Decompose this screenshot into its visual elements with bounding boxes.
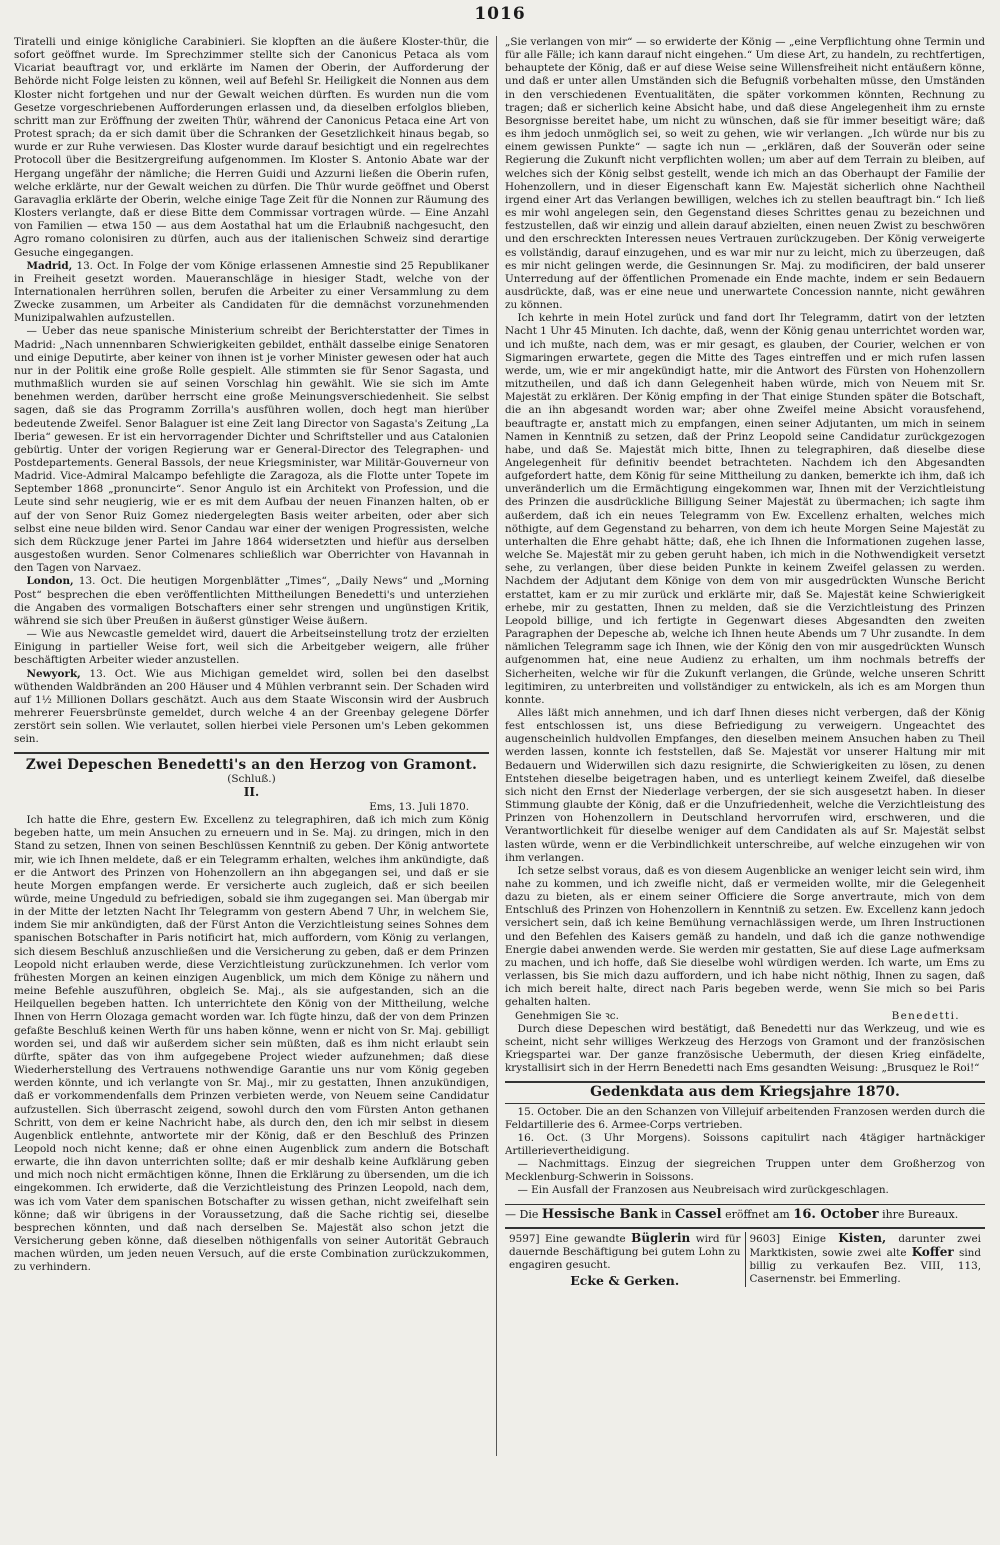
newyork-report [14, 668, 489, 747]
madrid-text: In Folge der vom Könige erlassenen Amnestie sind 25 Republikaner in Freiheit gesetzt worden. Maueranschläge in hiesiger Stadt, welche von der Internationalen herrühren sollen, berufen die Arbeiter zu einer Versammlung zu dem Zwecke zusammen, um Arbeiter als Candidaten für die demnächst vorzunehmenden Munizipalwahlen aufzustellen. [14, 259, 489, 325]
notice-prefix: — Die [505, 1207, 539, 1221]
ad-body-2: sind billig zu verkaufen Bez. VIII, 113, Casernenstr. bei Emmerling. [749, 1246, 981, 1285]
ad-body: darunter zwei Marktkisten, sowie zwei alte [749, 1232, 982, 1259]
gedenk-item-4: — Ein Ausfall der Franzosen aus Neubreisach wird zurückgeschlagen. [517, 1184, 889, 1197]
ad-lead: Eine gewandte [544, 1232, 626, 1245]
madrid-report [14, 260, 489, 326]
london-date: 13. Oct. [78, 575, 123, 588]
ad-keyword: Büglerin [631, 1230, 691, 1245]
column-divider [496, 36, 497, 1456]
ad-id: 9597] [509, 1232, 540, 1245]
ad-keyword: Kisten, [838, 1230, 887, 1245]
king-reply-text: „Sie verlangen von mir“ — so erwiderte der König — „eine Verpflichtung ohne Termin und für alle Fälle; ich kann darauf nicht eingehen.“ Um diese Art, zu handeln, zu rechtfertigen, behauptete der König, daß er auf diese Weise seine Willensfreiheit nicht entäußern könne, und daß er unter allen Umständen sich die Befugniß vorbehalten müsse, den Umständen in den verschiedenen Eventualitäten, die später vorkommen könnten, Rechnung zu tragen; daß er sicherlich keine Absicht habe, und daß diese Angelegenheit ihm zu ernste Besorgnisse bereitet habe, um nicht zu wünschen, daß sie für immer beseitigt wäre; daß es ihm jedoch unmöglich sei, so weit zu gehen, wie wir verlangen. „Ich würde nur bis zu einem gewissen Punkte“ — sagte ich nun — „erklären, daß der Souverän oder seine Regierung die Zukunft nicht verpflichten wollen; um aber auf dem Terrain zu bleiben, auf welches sich der König selbst gestellt, wende ich mich an das Oberhaupt der Familie der Hohenzollern, und in dieser Eigenschaft kann Ew. Majestät sicherlich ohne Nachtheil irgend einer Art das Verlangen bewilligen, welches ich zu stellen beauftragt bin.“ Ich ließ es mir wohl angelegen sein, den Gegenstand dieses Schrittes genau zu bezeichnen und festzustellen, daß wir einzig und allein darauf abzielten, einen neuen Zwist zu beschwören und den erschreckten Interessen neues Vertrauen zurückzugeben. Der König verweigerte es vollständig, darauf einzugehen, und es war mir nur zu leicht, mich zu überzeugen, daß es mir nicht gelingen werde, die Gesinnungen Sr. Maj. zu modificiren, der bald unserer Unterredung auf der öffentlichen Promenade ein Ende machte, indem er sein Bedauern ausdrückte, daß, was er eine neue und unerwartete Concession nannte, nicht gewähren zu können. [505, 36, 985, 312]
ad-lead: Einige [792, 1232, 827, 1245]
ministerium-report: — Ueber das neue spanische Ministerium schreibt der Berichterstatter der Times in Madrid: „Nach unnennbaren Schwierigkeiten gebildet, enthält dasselbe einige Senatoren und einige Deputirte, aber keiner von ihnen ist je vorher Minister gewesen oder hat auch nur in der Politik eine große Rolle gespielt. Alle stimmten sie für Senor Sagasta, und muthmaßlich wurden sie auf seinen Vorschlag hin gewählt. Wie sie sich im Amte benehmen werden, darüber herrscht eine große Meinungsverschiedenheit. Sie selbst sagen, daß sie das Programm Zorrilla's ausführen wollen, doch hegt man hierüber bedeutende Zweifel. Senor Balaguer ist eine Zeit lang Director von Sagasta's Zeitung „La Iberia“ gewesen. Er ist ein hervorragender Dichter und Schriftsteller und aus Catalonien gebürtig. Unter der vorigen Regierung war er General-Director des Telegraphen- und Postdepartements. General Bassols, der neue Kriegsminister, war Militär-Gouverneur von Madrid. Vice-Admiral Malcampo befehligte die Zaragoza, als die Flotte unter Topete im September 1868 „pronuncirte“. Senor Angulo ist ein Architekt von Profession, und die Leute sind sehr neugierig, wie er es mit dem Aufbau der neuen Finanzen halten, ob er auf der von Senor Ruiz Gomez niedergelegten Basis weiter arbeiten, oder aber sich selbst eine neue bilden wird. Senor Candau war einer der wenigen Progressisten, welche sich dem Rückzuge jener Partei im Jahre 1864 widersetzten und hiefür aus derselben ausgestoßen wurden. Senor Colmenares schließlich war Oberrichter von Havannah in den Tagen von Narvaez. [14, 325, 489, 575]
classified-ads [505, 1227, 985, 1287]
notice-city: Cassel [674, 1206, 722, 1222]
closing-commentary: Durch diese Depeschen wird bestätigt, daß Benedetti nur das Werkzeug, und wie es scheint, nicht sehr williges Werkzeug des Herzogs von Gramont und der französischen Kriegspartei war. Der ganze französische Uebermuth, der diesen Krieg einfädelte, krystallisirt sich in der Herrn Benedetti nach Ems gesandten Weisung: „Brusquez le Roi!“ [505, 1022, 985, 1075]
london-report [14, 575, 489, 628]
notice-in: in [660, 1207, 672, 1221]
ad-keyword-2: Koffer [911, 1244, 954, 1259]
gedenk-item-2: 16. Oct. (3 Uhr Morgens). Soissons capitulirt nach 4tägiger hartnäckiger Artillerievertheidigung. [505, 1131, 985, 1157]
gedenk-item-3: — Nachmittags. Einzug der siegreichen Truppen unter dem Großherzog von Mecklenburg-Schwerin in Soissons. [505, 1158, 985, 1184]
left-column [14, 36, 489, 1536]
gedenkdata-title: Gedenkdata aus dem Kriegsjahre 1870. [505, 1081, 985, 1103]
newyork-date: 13. Oct. [89, 667, 137, 680]
ems-dispatch-text: Ich hatte die Ehre, gestern Ew. Excellenz zu telegraphiren, daß ich mich zum König begeben hatte, um mein Ansuchen zu erneuern und in Se. Maj. zu dringen, mich in den Stand zu setzen, Ihnen von seinen Beschlüssen Kenntniß zu geben. Der König antwortete mir, wie ich Ihnen meldete, daß er ein Telegramm erhalten, welches ihm ankündigte, daß er die Antwort des Prinzen von Hohenzollern an ihn abgegangen sei, und daß er sie heute Morgen empfangen werde. Er versicherte auch zugleich, daß er sich beeilen würde, meine Ungeduld zu befriedigen, sobald sie ihm zugegangen sei. Man übergab mir in der Mitte der letzten Nacht Ihr Telegramm von gestern Abend 7 Uhr, in welchem Sie, indem Sie mir ankündigten, daß der Fürst Anton die Verzichtleistung seines Sohnes dem spanischen Botschafter in Paris notificirt hat, mich auffordern, vom König zu verlangen, sich diesem Beschluß anzuschließen und die Versicherung zu geben, daß er dem Prinzen Leopold nicht erlauben werde, diese Verzichtleistung zurückzunehmen. Ich verlor vom frühesten Morgen an keinen einzigen Augenblick, um mich dem Könige zu nähern und meine Befehle auszuführen, obgleich Se. Maj., als sie aufgestanden, sich an die Heilquellen begeben hatten. Ich unterrichtete den König von der Mittheilung, welche Ihnen von Herrn Olozaga gemacht worden war. Ich fügte hinzu, daß der von dem Prinzen gefaßte Beschluß keinen Werth für uns haben könne, wenn er nicht von Sr. Maj. gebilligt worden sei, und daß wir außerdem sicher sein müßten, daß es ihm nicht erlaubt sein dürfte, später das von ihm aufgegebene Project wieder aufzunehmen; daß diese Wiederherstellung des Vertrauens nothwendige Garantie uns nur vom König gegeben werden könnte, und ich verlangte von Sr. Maj., mir zu gestatten, Ihnen anzukündigen, daß er vorkommendenfalls dem Prinzen verbieten werde, von Neuem seine Candidatur aufzustellen. Sich überrascht zeigend, sowohl durch den vom Fürsten Anton gethanen Schritt, von dem er keine Nachricht habe, als durch den, den ich mir selbst in diesem Augenblick entlehnte, antwortete mir der König, daß er den Beschluß des Prinzen Leopold noch nicht kenne; daß er ohne einen Augenblick zum andern die Botschaft erwarte, die ihn davon unterrichten sollte; daß er mir deshalb keine Aufklärung geben und mich noch nicht ermächtigen könne, Ihnen die Erklärung zu übersenden, um die ich eingekommen. Ich erwiderte, daß die Verzichtleistung des Prinzen Leopold, nach dem, was ich vom Vater dem spanischen Botschafter zu wissen gethan, nicht zweifelhaft sein könne; daß wir übrigens in der Voraussetzung, daß die Sache richtig sei, dieselbe besprechen könnten, und daß nach derselben Se. Majestät also schon jetzt die Versicherung geben könne, daß dieselben nöthigenfalls von seiner Autorität Gebrauch machen würden, um jeden neuen Versuch, auf die erste Combination zurückzukommen, zu verhindern. [14, 814, 489, 1274]
london-text: Die heutigen Morgenblätter „Times“, „Daily News“ und „Morning Post“ besprechen die eben veröffentlichten Mittheilungen Benedetti's und unterziehen die Angaben des vormaligen Botschafters einer sehr strengen und ungünstigen Kritik, während sie sich über Preußen in äußerst günstiger Weise äußern. [14, 575, 489, 627]
newyork-text: Wie aus Michigan gemeldet wird, sollen bei den daselbst wüthenden Waldbränden an 200 Häuser und 4 Mühlen verbrannt sein. Der Schaden wird auf 1½ Millionen Dollars geschätzt. Auch aus dem Staate Wisconsin wird der Ausbruch mehrerer Feuersbrünste gemeldet, durch welche 4 an der Greenbay gelegene Dörfer zerstört sein sollen. Wie verlautet, sollen hierbei viele Personen um's Leben gekommen sein. [14, 667, 489, 746]
madrid-dateline: Madrid, [26, 259, 73, 272]
bank-notice [505, 1204, 985, 1221]
notice-date: 16. October [793, 1206, 879, 1222]
ad-kisten [745, 1232, 986, 1287]
section-subtitle: (Schluß.) [227, 772, 276, 785]
right-column [505, 36, 985, 1536]
notice-suffix: ihre Bureaux. [882, 1207, 959, 1221]
page-number: 1016 [474, 4, 526, 24]
alles-text: Alles läßt mich annehmen, und ich darf Ihnen dieses nicht verbergen, daß der König fest entschlossen ist, uns diese Befriedigung zu verweigern. Ungeachtet des augenscheinlich huldvollen Empfanges, den dieselben meinem Ansuchen haben zu Theil werden lassen, konnte ich feststellen, daß Se. Majestät vor unserer Haltung mir mit Bedauern und Widerwillen sich dazu resignirte, die Schwierigkeiten zu lösen, zu denen Entstehen dieselbe beigetragen haben, und es unterliegt keinem Zweifel, daß dieselbe sich nicht den Ernst der Niederlage verbergen, der sie sich ausgesetzt haben. In dieser Stimmung glaubte der König, daß er die Unzufriedenheit, welche die Verzichtleistung des Prinzen von Hohenzollern in Deutschland hervorrufen wird, erschweren, und die Verantwortlichkeit für dieselbe weniger auf dem Candidaten als auf Sr. Majestät selbst lasten würde, wenn er die Verbindlichkeit unterschreibe, auf welche einzugehen wir von ihm verlangen. [505, 706, 985, 864]
signature-line [505, 1010, 985, 1023]
section-number: II. [243, 784, 260, 799]
section-title: Zwei Depeschen Benedetti's an den Herzog von Gramont. [14, 752, 489, 772]
ad-id: 9603] [749, 1232, 780, 1245]
ems-dateline: Ems, 13. Juli 1870. [369, 800, 469, 813]
setze-text: Ich setze selbst voraus, daß es von diesem Augenblicke an weniger leicht sein wird, ihm nahe zu kommen, und ich zweifle nicht, daß er vermeiden wollte, mir die Gelegenheit dazu zu bieten, als er einem seiner Officiere die Sorge anvertraute, mich von dem Entschluß des Prinzen von Hohenzollern in Kenntniß zu setzen. Ew. Excellenz kann jedoch versichert sein, daß ich keine Bemühung vernachlässigen werde, um Ihren Instructionen und den Befehlen des Kaisers gemäß zu handeln, und daß ich die ganze nothwendige Energie dabei anwenden werde. Sie werden mir gestatten, Sie auf diese Lage aufmerksam zu machen, und ich hoffe, daß Sie dieselbe wohl würdigen werden. Ich warte, um Ems zu verlassen, bis Sie mich dazu auffordern, und ich habe nicht nöthig, Ihnen zu sagen, daß ich mich bereit halte, direct nach Paris begeben werde, wenn Sie mich so bei Paris gehalten halten. [505, 864, 985, 1009]
closing-formula: Genehmigen Sie ꝛc. [515, 1009, 619, 1022]
ad-bueglerin [505, 1232, 745, 1287]
signature: Benedetti. [891, 1009, 960, 1022]
madrid-date: 13. Oct. [76, 259, 119, 272]
newyork-dateline: Newyork, [26, 667, 81, 680]
newcastle-report: — Wie aus Newcastle gemeldet wird, dauert die Arbeitseinstellung trotz der erzielten Einigung in partieller Weise fort, weil sich die Arbeitgeber weigern, alle früher beschäftigten Arbeiter wieder anzustellen. [14, 628, 489, 667]
notice-mid: eröffnet am [725, 1207, 790, 1221]
london-dateline: London, [26, 575, 74, 588]
notice-bank-name: Hessische Bank [541, 1206, 658, 1222]
ad-signer: Ecke & Gerken. [570, 1272, 680, 1288]
rome-monastery-report: Tiratelli und einige königliche Carabinieri. Sie klopften an die äußere Kloster-thür, die sofort geöffnet wurde. Im Sprechzimmer stellte sich der Canonicus Petaca als vom Vicariat beauftragt vor, und erklärte im Namen der Oberin, der Aufforderung der Behörde nicht Folge leisten zu können, weil auf Befehl Sr. Heiligkeit die Nonnen aus dem Kloster nicht fortgehen und nur der Gewalt weichen dürften. Es wurden nun die vom Gesetze vorgeschriebenen Aufforderungen erlassen und, da dieselben erfolglos blieben, schritt man zur Eröffnung der zweiten Thür, während der Canonicus Petaca eine Art von Protest sprach; da er sich damit über die Schranken der Gesetzlichkeit hinaus begab, so wurde er zur Ruhe verwiesen. Das Kloster wurde darauf besichtigt und ein regelrechtes Protocoll über die Besitzergreifung aufgenommen. Im Kloster S. Antonio Abate war der Hergang ungefähr der nämliche; die Herren Guidi und Azzurni ließen die Oberin rufen, welche erklärte, nur der Gewalt weichen zu dürfen. Die Thür wurde geöffnet und Oberst Garavaglia erklärte der Oberin, welche einige Tage Zeit für die Nonnen zur Räumung des Klosters verlangte, daß er diese Bitte dem Commissar vortragen würde. — Eine Anzahl von Familien — etwa 150 — aus dem Aostathal hat um die Erlaubniß nachgesucht, den Agro romano colonisiren zu dürfen, auch aus der italienischen Schweiz sind derartige Gesuche eingegangen. [14, 36, 489, 259]
gedenk-item-1: 15. October. Die an den Schanzen von Villejuif arbeitenden Franzosen werden durch die Feldartillerie des 6. Armee-Corps vertrieben. [505, 1105, 985, 1131]
hotel-text: Ich kehrte in mein Hotel zurück und fand dort Ihr Telegramm, datirt von der letzten Nacht 1 Uhr 45 Minuten. Ich dachte, daß, wenn der König genau unterrichtet worden war, und ich mußte, nach dem, was er mir gesagt, es glauben, der Courier, welchen er von Sigmaringen erwartete, gegen die Mitte des Tages eintreffen und er mich rufen lassen werde, um, wie er mir angekündigt hatte, mir die Antwort des Fürsten von Hohenzollern mitzutheilen, und daß ich dann Gelegenheit haben würde, mich von Neuem mit Sr. Majestät zu erklären. Der König empfing in der That einige Stunden später die Botschaft, die an ihn abgesandt worden war; aber ohne Zweifel meine Absicht vorausfehend, beauftragte er, anstatt mich zu empfangen, einen seiner Adjutanten, um mich in seinem Namen in Kenntniß zu setzen, daß der Prinz Leopold seine Candidatur zurückgezogen habe, und daß Se. Majestät mich bitte, Ihnen zu telegraphiren, daß dieselbe diese Angelegenheit für definitiv beendet betrachteten. Nachdem ich den Abgesandten aufgefordert hatte, dem König für seine Mittheilung zu danken, bemerkte ich ihm, daß ich unveränderlich um die Ermächtigung eingekommen war, Ihnen mit der Verzichtleistung des Prinzen die ausdrückliche Billigung Seiner Majestät zu übermachen; ich sagte ihm außerdem, daß ich ein neues Telegramm von Ew. Excellenz erhalten, welches mich nöthigte, auf dem Gegenstand zu beharren, von dem ich heute Morgen Seine Majestät zu unterhalten die Ehre gehabt hätte; daß, ehe ich Ihnen die Informationen zugehen lasse, welche Se. Majestät mir zu geben geruht haben, ich mich in die Nothwendigkeit versetzt sehe, zu verlangen, über diese beiden Punkte in keinem Zweifel gelassen zu werden. Nachdem der Adjutant dem Könige von dem von mir ausgedrückten Wunsche Bericht erstattet, kam er zu mir zurück und erklärte mir, daß Se. Majestät keine Schwierigkeit erhebe, mir zu gestatten, Ihnen zu melden, daß sie die Verzichtleistung des Prinzen Leopold billige, und ich fertigte in Gegenwart dieses Abgesandten den zweiten Paragraphen der Depesche ab, welche ich Ihnen heute Abends um 7 Uhr zusandte. In dem nämlichen Telegramm sage ich Ihnen, wie der König den von mir ausgedrückten Wunsch aufgenommen hat, eine neue Audienz zu erhalten, um ihm nochmals betreffs der Sicherheiten, welche wir für die Zukunft verlangen, die Gründe, welche unseren Schritt legitimiren, zu unterbreiten und vollständiger zu entwickeln, als ich es am Morgen thun konnte. [505, 312, 985, 706]
ad-body: wird für dauernde Beschäftigung bei gutem Lohn zu engagiren gesucht. [509, 1232, 741, 1271]
